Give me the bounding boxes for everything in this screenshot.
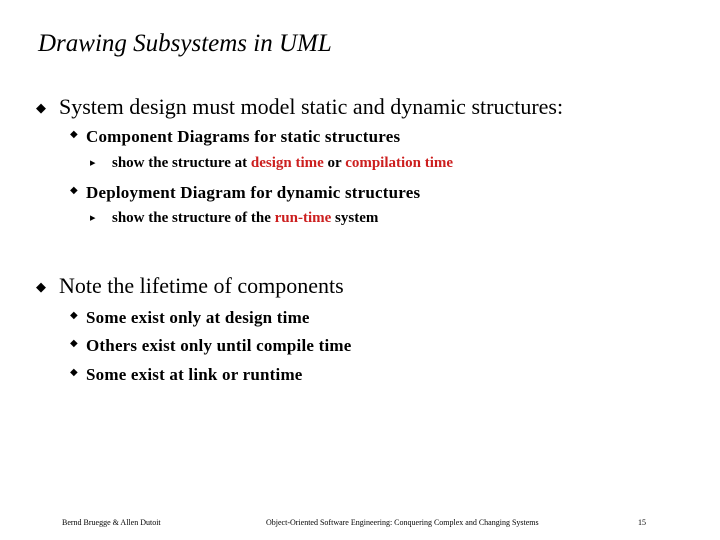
text-part: show the structure of the (112, 210, 275, 226)
text-part: show the structure at (112, 155, 251, 171)
highlight-compilation-time: compilation time (345, 155, 454, 171)
bullet-text: System design must model static and dynamic structures: (59, 94, 564, 119)
bullet-text: Note the lifetime of components (59, 273, 344, 298)
diamond-bullet-icon: ◆ (70, 185, 78, 196)
subbullet-text: Some exist at link or runtime (86, 365, 303, 384)
subbullet-text: Component Diagrams for static structures (86, 127, 401, 146)
diamond-bullet-icon: ◆ (70, 338, 78, 349)
subbullet-text: Others exist only until compile time (86, 336, 352, 355)
text-part: system (331, 210, 379, 226)
subbullet-text: Deployment Diagram for dynamic structures (86, 183, 421, 202)
arrow-bullet-icon: ▸ (90, 212, 96, 224)
diamond-bullet-icon: ◆ (70, 367, 78, 378)
highlight-design-time: design time (250, 155, 324, 171)
footer-book-title: Object-Oriented Software Engineering: Conquering Complex and Changing Systems (266, 518, 539, 527)
slide-title: Drawing Subsystems in UML (38, 30, 332, 57)
diamond-bullet-icon: ◆ (36, 279, 46, 294)
text-part: or (323, 155, 346, 171)
diamond-bullet-icon: ◆ (70, 310, 78, 321)
diamond-bullet-icon: ◆ (70, 129, 78, 140)
highlight-run-time: run-time (274, 210, 332, 226)
subsubbullet-text (112, 211, 378, 226)
footer-page-number: 15 (638, 518, 646, 527)
subsubbullet-text (112, 156, 453, 171)
footer-authors: Bernd Bruegge & Allen Dutoit (62, 518, 161, 527)
subbullet-text: Some exist only at design time (86, 308, 310, 327)
diamond-bullet-icon: ◆ (36, 100, 46, 115)
arrow-bullet-icon: ▸ (90, 157, 96, 169)
